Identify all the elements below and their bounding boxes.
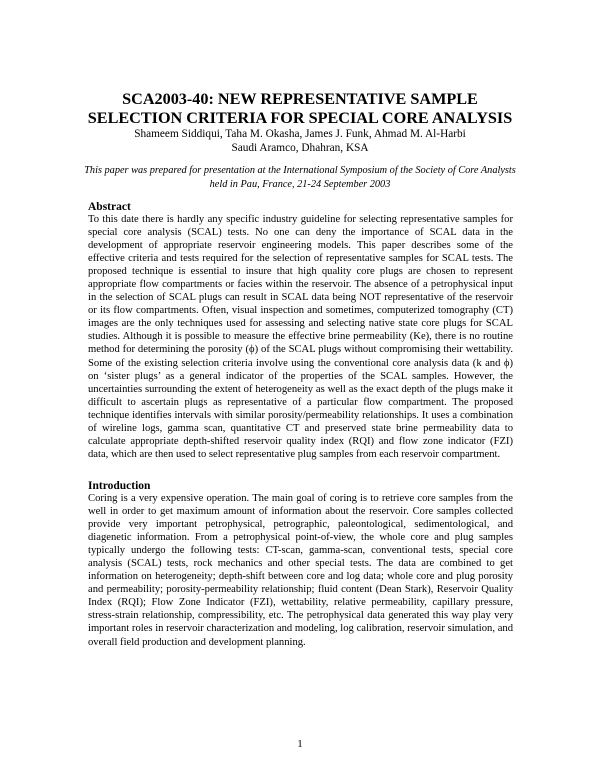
paper-title-line-2: SELECTION CRITERIA FOR SPECIAL CORE ANALYSIS [87,109,513,127]
abstract-heading: Abstract [88,201,131,213]
introduction-body: Coring is a very expensive operation. The main goal of coring is to retrieve core samples from the well in order to get maximum amount of information about the reservoir. Core samples collected provide very important petrophysical, petrographic, paleontological, sedimentological, and diagenetic information. From a petrophysical point-of-view, the whole core and plug samples typically undergo the following tests: CT-scan, gamma-scan, conventional tests, special core analysis (SCAL) tests, rock mechanics and other special tests. The data are combined to get information on heterogeneity; depth-shift between core and log data; whole core and plug porosity and permeability; porosity-permeability relationship; fluid content (Dean Stark), Reservoir Quality Index (RQI); Flow Zone Indicator (FZI), wettability, relative permeability, capillary pressure, stress-strain relationship, compressibility, etc. The petrophysical data generated this way play very important roles in reservoir characterization and modeling, log calibration, reservoir simulation, and overall field production and development planning. [88,493,513,648]
affiliation: Saudi Aramco, Dhahran, KSA [231,142,369,154]
paper-title-line-1: SCA2003-40: NEW REPRESENTATIVE SAMPLE [122,90,478,108]
introduction-heading: Introduction [88,480,151,492]
presentation-note: This paper was prepared for presentation at the International Symposium of the Society of Core Analysts held in Pau, France, 21-24 September 2003 [84,165,516,190]
abstract-body: To this date there is hardly any specific industry guideline for selecting representative samples for special core analysis (SCAL) tests. No one can deny the importance of SCAL data in the development of appropriate reservoir engineering models. This paper describes some of the effective criteria and tests required for the selection of representative samples for SCAL tests. The proposed technique is essential to insure that high quality core plugs are chosen to represent appropriate flow compartments or facies within the reservoir. The absence of a petrophysical input in the selection of SCAL plugs can result in SCAL data being NOT representative of the reservoir or its flow compartments. Often, visual inspection and sometimes, computerized tomography (CT) images are the only techniques used for assessing and selecting native state core plugs for SCAL studies. Although it is possible to measure the effective brine permeability (Ke), there is no routine method for determining the porosity (ϕ) of the SCAL plugs without compromising their wettability. Some of the existing selection criteria involve using the conventional core analysis data (k and ϕ) on ‘sister plugs’ as a general indicator of the properties of the SCAL samples. However, the uncertainties surrounding the extent of heterogeneity as well as the exact depth of the plugs make it difficult to ascertain plugs as representative of a particular flow compartment. The proposed technique identifies intervals with similar porosity/permeability relationships. It uses a combination of wireline logs, gamma scan, quantitative CT and preserved state brine permeability data to calculate appropriate depth-shifted reservoir quality index (RQI) and flow zone indicator (FZI) data, which are then used to select representative plug samples from each reservoir compartment. [88,214,513,460]
page-number: 1 [297,738,303,750]
author-list: Shameem Siddiqui, Taha M. Okasha, James J. Funk, Ahmad M. Al-Harbi [134,128,466,140]
